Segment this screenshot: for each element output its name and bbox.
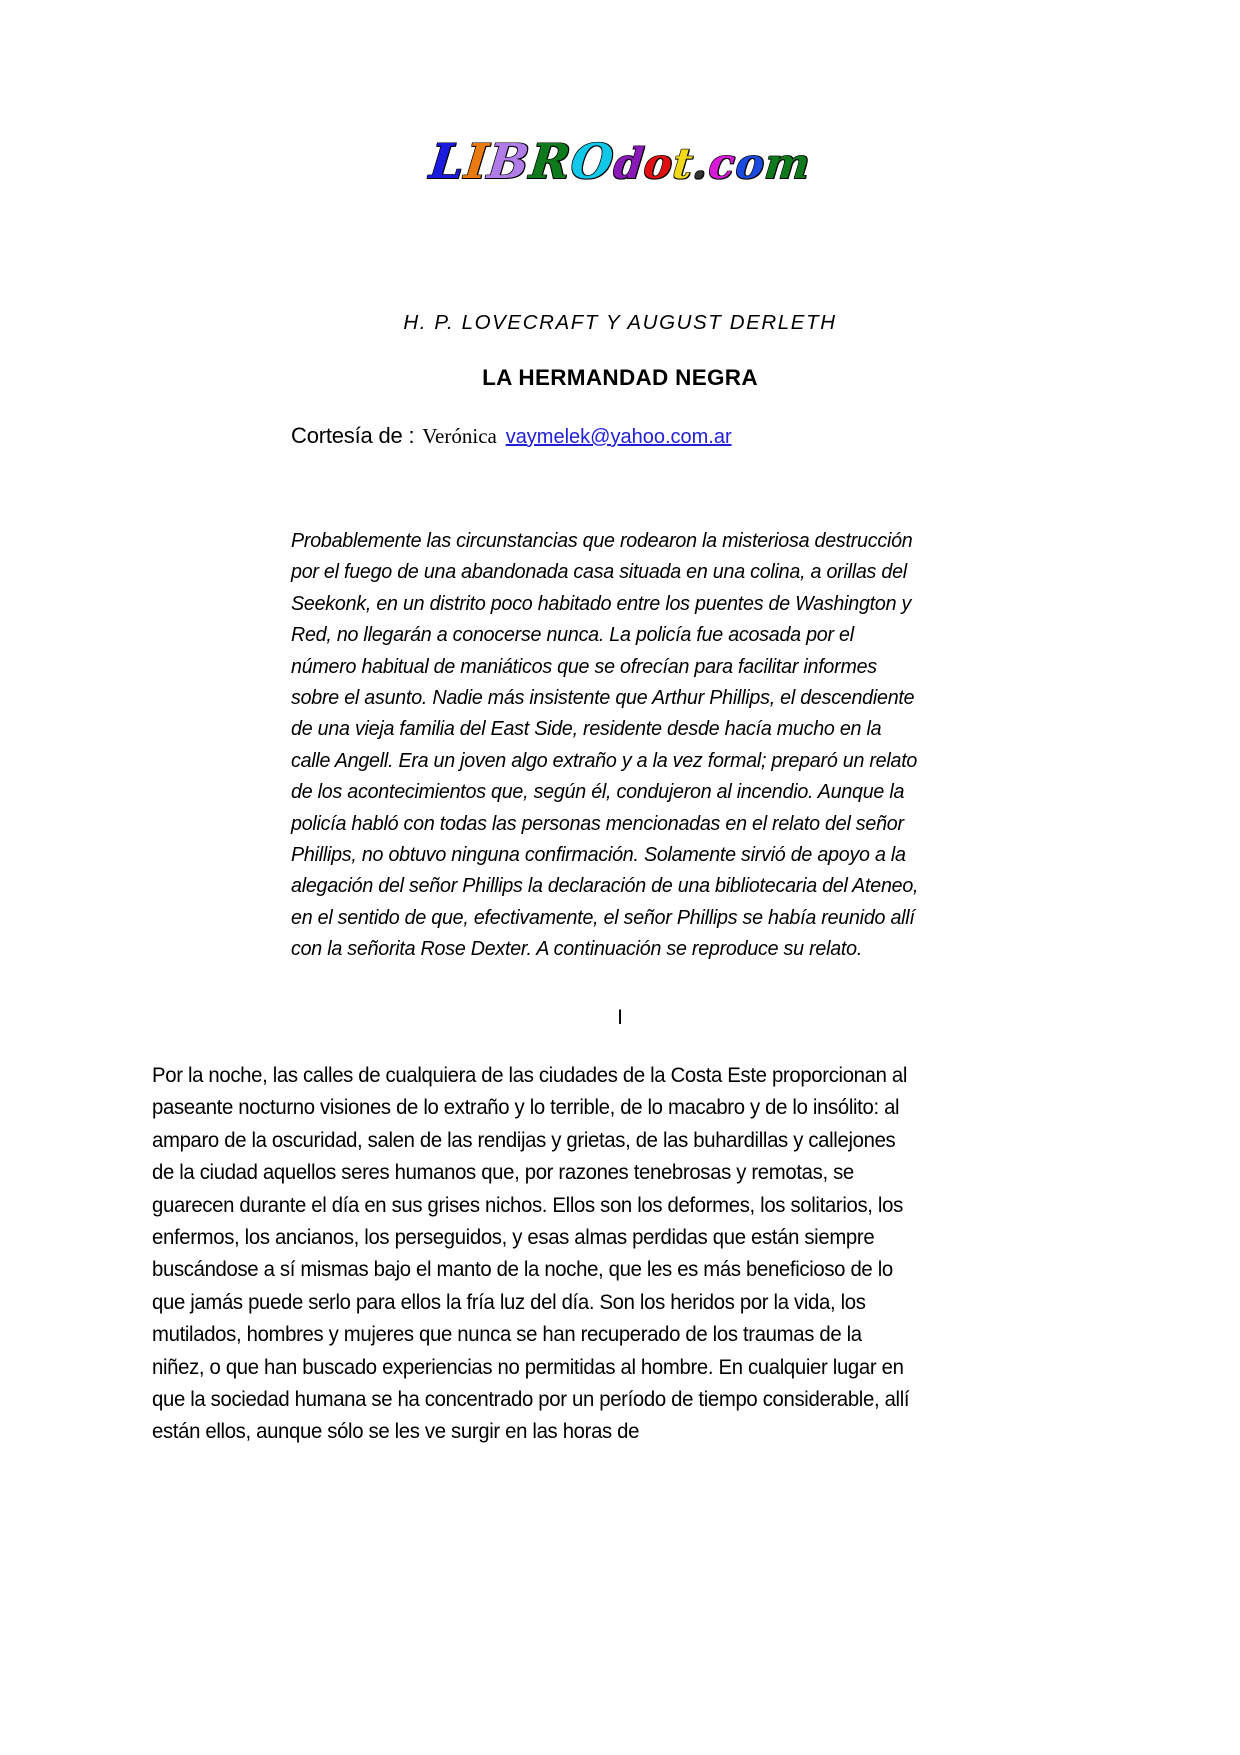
courtesy-label: Cortesía de : [291, 423, 415, 448]
logo-glyph: B [485, 134, 533, 190]
logo-glyph: O [567, 134, 617, 190]
logo-glyph: L [427, 134, 468, 190]
logo-glyph: o [641, 139, 676, 188]
logo-glyph: I [461, 134, 492, 190]
logo-glyph: c [706, 139, 739, 188]
logo-glyph: t [670, 139, 696, 188]
courtesy-email-link[interactable]: vaymelek@yahoo.com.ar [505, 426, 732, 448]
librodot-logo [0, 134, 1240, 190]
page-title: LA HERMANDAD NEGRA [482, 365, 758, 390]
logo-glyph: . [690, 139, 712, 188]
logo-glyph: d [610, 139, 647, 188]
author-line: H. P. LOVECRAFT Y AUGUST DERLETH [403, 311, 837, 334]
logo-glyph: m [761, 139, 813, 188]
logo-glyph: o [732, 139, 768, 188]
courtesy-name: Verónica [422, 424, 497, 448]
body-paragraph: Por la noche, las calles de cualquiera de las ciudades de la Costa Este proporcionan al paseante nocturno visiones de lo extraño y lo terrible, de lo macabro y de lo insólito: al amparo de la oscuridad, salen de las rendijas y grietas, de las buhardillas y callejones de la ciudad aquellos seres humanos que, por razones tenebrosas y remotas, se guarecen durante el día en sus grises nichos. Ellos son los deformes, los solitarios, los enfermos, los ancianos, los perseguidos, y esas almas perdidas que están siempre buscándose a sí mismas bajo el manto de la noche, que les es más beneficioso de lo que jamás puede serlo para ellos la fría luz del día. Son los heridos por la vida, los mutilados, hombres y mujeres que nunca se han recuperado de los traumas de la niñez, o que han buscado experiencias no permitidas al hombre. En cualquier lugar en que la sociedad humana se ha concentrado por un período de tiempo considerable, allí están ellos, aunque sólo se les ve surgir en las horas de [152, 1063, 910, 1444]
intro-paragraph: Probablemente las circunstancias que rodearon la misteriosa destrucción por el fuego de una abandonada casa situada en una colina, a orillas del Seekonk, en un distrito poco habitado entre los puentes de Washington y Red, no llegarán a conocerse nunca. La policía fue acosada por el número habitual de maniáticos que se ofrecían para facilitar informes sobre el asunto. Nadie más insistente que Arthur Phillips, el descendiente de una vieja familia del East Side, residente desde hacía mucho en la calle Angell. Era un joven algo extraño y a la vez formal; preparó un relato de los acontecimientos que, según él, condujeron al incendio. Aunque la policía habló con todas las personas mencionadas en el relato del señor Phillips, no obtuvo ninguna confirmación. Solamente sirvió de apoyo a la alegación del señor Phillips la declaración de una bibliotecaria del Ateneo, en el sentido de que, efectivamente, el señor Phillips se había reunido allí con la señorita Rose Dexter. A continuación se reproduce su relato. [291, 529, 919, 961]
courtesy-line [291, 423, 732, 449]
section-marker: I [617, 1006, 623, 1029]
logo-glyph: R [526, 134, 574, 190]
